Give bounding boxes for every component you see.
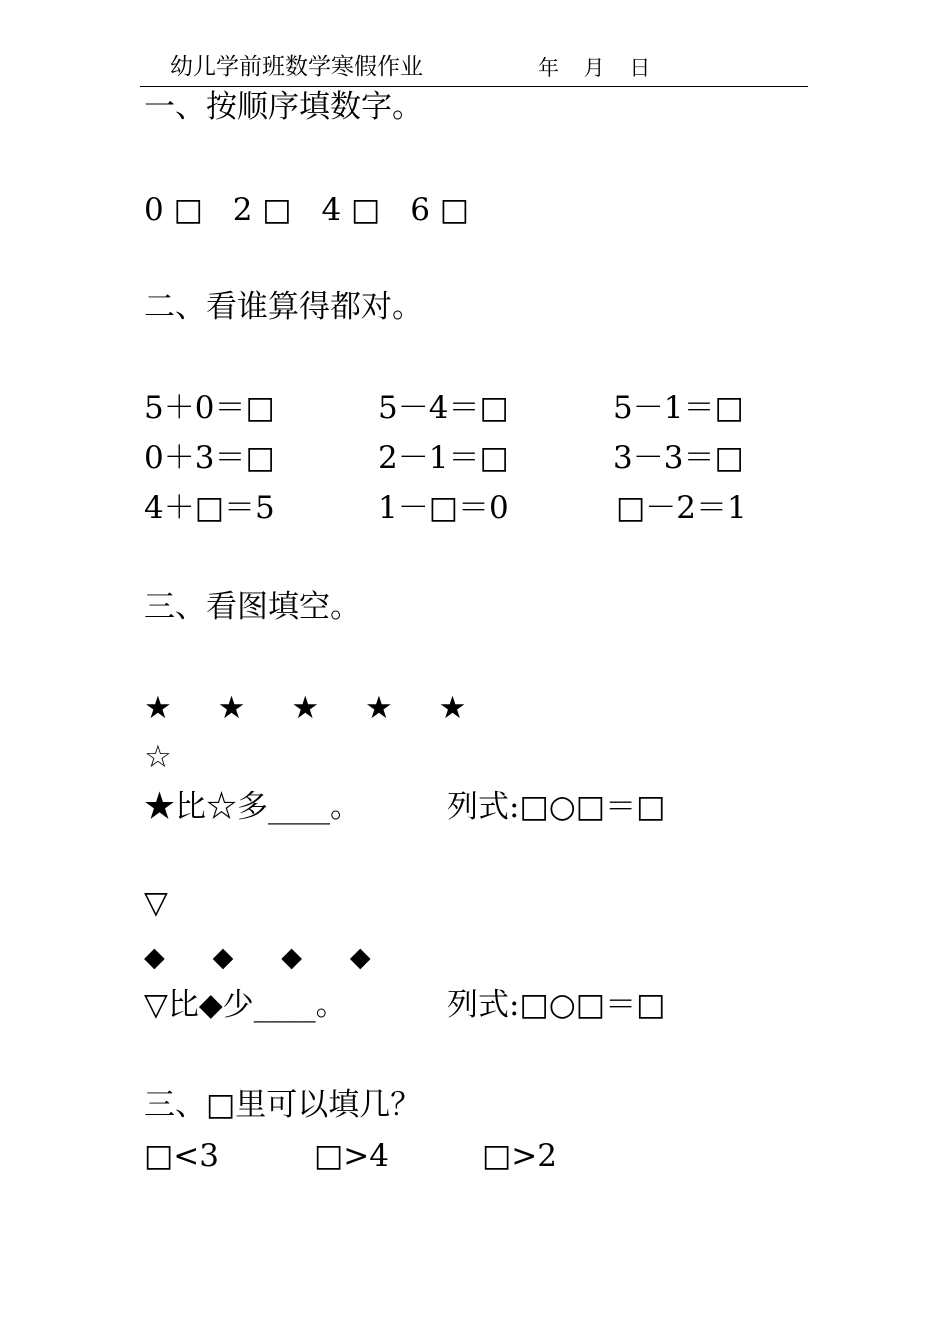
compare-question-1: ★比☆多____。 (144, 789, 361, 825)
equation: 1－□＝0 (378, 490, 509, 526)
diamond-icon: ◆ (212, 942, 234, 973)
star-row (144, 690, 502, 726)
section3-heading: 三、看图填空。 (144, 589, 361, 625)
equation: 4＋□＝5 (144, 490, 275, 526)
star-icon: ★ (144, 690, 172, 726)
formula-2: 列式:□○□＝□ (447, 987, 666, 1023)
sequence-item: 4 □ (321, 192, 381, 228)
compare-question-2: ▽比◆少____。 (144, 987, 347, 1023)
sequence-row (144, 192, 489, 228)
equation: 5＋0＝□ (144, 390, 275, 426)
worksheet-title: 幼儿学前班数学寒假作业 (170, 54, 423, 80)
inequality-item: □<3 (144, 1138, 219, 1174)
equation: □－2＝1 (616, 490, 747, 526)
section4-heading: 三、□里可以填几？ (144, 1087, 422, 1123)
sequence-item: 6 □ (410, 192, 470, 228)
date-field: 年 月 日 (538, 56, 651, 80)
equation: 5－4＝□ (378, 390, 509, 426)
sequence-item: 2 □ (232, 192, 292, 228)
section1-heading: 一、按顺序填数字。 (144, 89, 423, 125)
star-icon: ★ (217, 690, 246, 726)
sequence-item: 0 □ (144, 192, 203, 228)
diamond-row (144, 941, 409, 972)
diamond-icon: ◆ (349, 942, 371, 973)
equation: 2－1＝□ (378, 440, 509, 476)
inequality-item: □>4 (314, 1138, 389, 1174)
star-icon: ★ (364, 690, 393, 726)
page-header (140, 44, 808, 87)
inequality-item: □>2 (482, 1138, 557, 1174)
diamond-icon: ◆ (144, 942, 165, 973)
hollow-star-icon: ☆ (144, 739, 172, 775)
star-icon: ★ (291, 690, 320, 726)
diamond-icon: ◆ (281, 942, 303, 973)
equation: 3－3＝□ (613, 440, 744, 476)
equation: 0＋3＝□ (144, 440, 275, 476)
star-icon: ★ (438, 690, 467, 726)
equation: 5－1＝□ (613, 390, 744, 426)
formula-1: 列式:□○□＝□ (447, 789, 666, 825)
triangle-icon: ▽ (144, 885, 168, 921)
section2-heading: 二、看谁算得都对。 (144, 289, 423, 325)
